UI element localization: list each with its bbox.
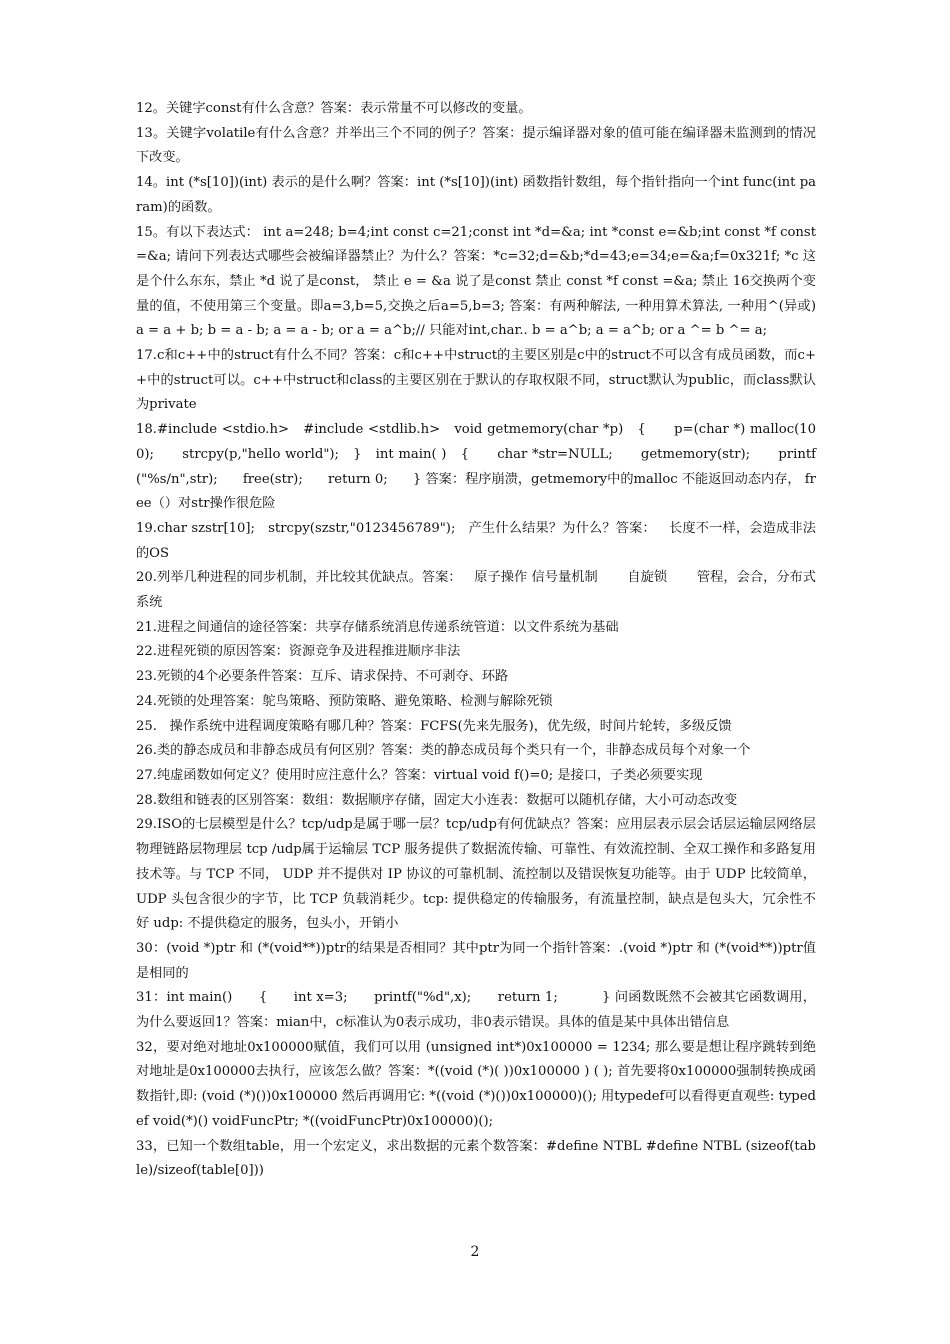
paragraph-q20: 20.列举几种进程的同步机制，并比较其优缺点。答案： 原子操作 信号量机制 自旋锁 管程，会合，分布式系统 bbox=[136, 570, 816, 611]
paragraph-q30: 30：(void *)ptr 和 (*(void**))ptr的结果是否相同？其中ptr为同一个指针答案：.(void *)ptr 和 (*(void**))ptr值是相同的 bbox=[136, 940, 816, 981]
paragraph-q21: 21.进程之间通信的途径答案：共享存储系统消息传递系统管道：以文件系统为基础 bbox=[136, 619, 619, 635]
paragraph-q24: 24.死锁的处理答案：鸵鸟策略、预防策略、避免策略、检测与解除死锁 bbox=[136, 693, 553, 709]
paragraph-q28: 28.数组和链表的区别答案：数组：数据顺序存储，固定大小连表：数据可以随机存储，大小可动态改变 bbox=[136, 792, 738, 808]
paragraph-q15-16: 15。有以下表达式： int a=248; b=4;int const c=21;const int *d=&a; int *const e=&b;int const *f const =&a; 请问下列表达式哪些会被编译器禁止？为什么？答案：*c=32;d=&b;*d=43;e=34;e=&a;f=0x321f; *c 这是个什么东东，禁止 *d 说了是const， 禁止 e = &a 说了是const 禁止 const *f const =&a; 禁止 16交换两个变量的值，不使用第三个变量。即a=3,b=5,交换之后a=5,b=3; 答案：有两种解法, 一种用算术算法, 一种用^(异或) a = a + b; b = a - b; a = a - b; or a = a^b;// 只能对int,char.. b = a^b; a = a^b; or a ^= b ^= a; bbox=[136, 224, 821, 339]
paragraph-q27: 27.纯虚函数如何定义？使用时应注意什么？答案：virtual void f()=0; 是接口，子类必须要实现 bbox=[136, 767, 703, 783]
paragraph-q19: 19.char szstr[10]; strcpy(szstr,"0123456789"); 产生什么结果？为什么？答案： 长度不一样，会造成非法的OS bbox=[136, 520, 816, 561]
paragraph-q18: 18.#include <stdio.h> #include <stdlib.h> void getmemory(char *p) { p=(char *) malloc(100); strcpy(p,"hello world"); } int main( ) { char *str=NULL; getmemory(str); printf("%s/n",str); free(str); return 0; } 答案：程序崩溃，getmemory中的malloc 不能返回动态内存， free（）对str操作很危险 bbox=[136, 422, 816, 512]
paragraph-q31: 31：int main() { int x=3; printf("%d",x); return 1; } 问函数既然不会被其它函数调用，为什么要返回1？答案：mian中，c标准认为0表示成功，非0表示错误。具体的值是某中具体出错信息 bbox=[136, 990, 816, 1031]
document-body bbox=[136, 97, 821, 1184]
paragraph-q32: 32，要对绝对地址0x100000赋值，我们可以用 (unsigned int*)0x100000 = 1234; 那么要是想让程序跳转到绝对地址是0x100000去执行，应该怎么做？答案：*((void (*)( ))0x100000 ) ( ); 首先要将0x100000强制转换成函数指针,即: (void (*)())0x100000 然后再调用它: *((void (*)())0x100000)(); 用typedef可以看得更直观些: typedef void(*)() voidFuncPtr; *((voidFuncPtr)0x100000)(); bbox=[136, 1039, 816, 1129]
page-number: 2 bbox=[470, 1244, 480, 1260]
paragraph-q13: 13。关键字volatile有什么含意？并举出三个不同的例子？答案：提示编译器对象的值可能在编译器未监测到的情况下改变。 bbox=[136, 125, 816, 166]
paragraph-q26: 26.类的静态成员和非静态成员有何区别？答案：类的静态成员每个类只有一个，非静态成员每个对象一个 bbox=[136, 743, 751, 759]
paragraph-q17: 17.c和c++中的struct有什么不同？答案：c和c++中struct的主要区别是c中的struct不可以含有成员函数，而c++中的struct可以。c++中struct和class的主要区别在于默认的存取权限不同，struct默认为public，而class默认为private bbox=[136, 348, 816, 413]
paragraph-q29: 29.ISO的七层模型是什么？tcp/udp是属于哪一层？tcp/udp有何优缺点？答案：应用层表示层会话层运输层网络层物理链路层物理层 tcp /udp属于运输层 TCP 服务提供了数据流传输、可靠性、有效流控制、全双工操作和多路复用技术等。与 TCP 不同， UDP 并不提供对 IP 协议的可靠机制、流控制以及错误恢复功能等。由于 UDP 比较简单， UDP 头包含很少的字节，比 TCP 负载消耗少。tcp: 提供稳定的传输服务，有流量控制，缺点是包头大，冗余性不好 udp: 不提供稳定的服务，包头小，开销小 bbox=[136, 817, 821, 932]
paragraph-q23: 23.死锁的4个必要条件答案：互斥、请求保持、不可剥夺、环路 bbox=[136, 669, 509, 685]
paragraph-q12: 12。关键字const有什么含意？答案：表示常量不可以修改的变量。 bbox=[136, 101, 532, 116]
paragraph-q22: 22.进程死锁的原因答案：资源竞争及进程推进顺序非法 bbox=[136, 644, 461, 660]
paragraph-q25: 25. 操作系统中进程调度策略有哪几种？答案：FCFS(先来先服务)，优先级，时间片轮转，多级反馈 bbox=[136, 718, 732, 734]
paragraph-q14: 14。int (*s[10])(int) 表示的是什么啊？答案：int (*s[10])(int) 函数指针数组，每个指针指向一个int func(int param)的函数。 bbox=[136, 175, 816, 215]
paragraph-q33: 33，已知一个数组table，用一个宏定义，求出数据的元素个数答案：#define NTBL #define NTBL (sizeof(table)/sizeof(table[0])) bbox=[136, 1138, 816, 1179]
